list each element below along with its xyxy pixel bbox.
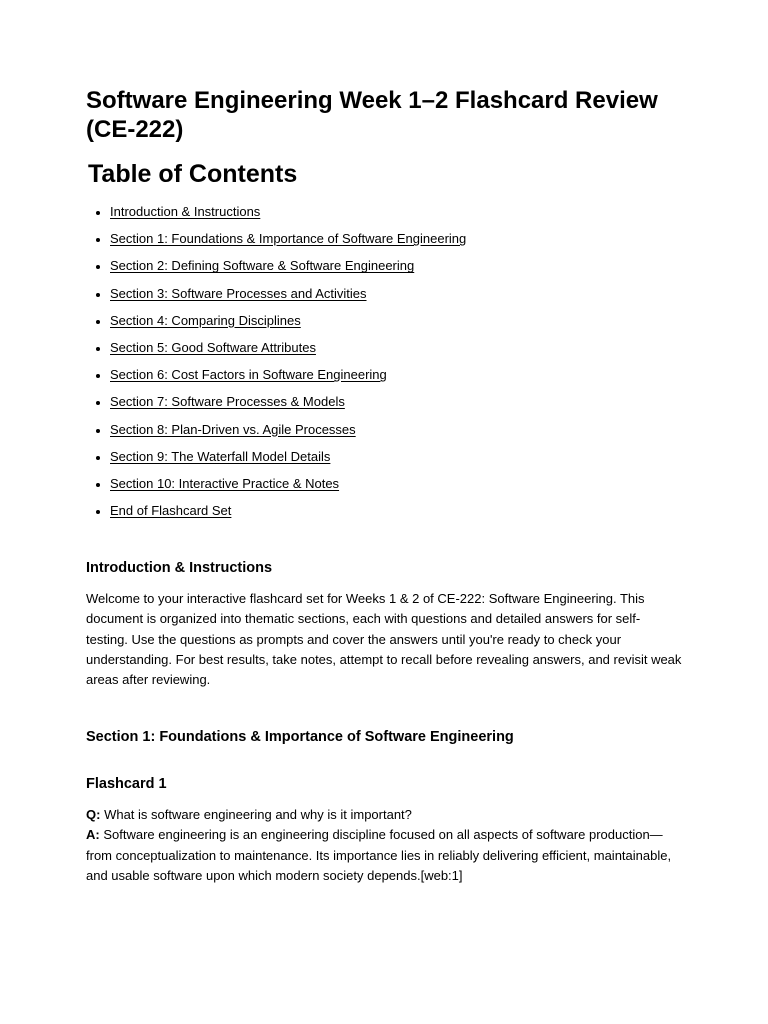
flashcard-question: What is software engineering and why is it important? <box>104 807 412 822</box>
flashcard-answer: Software engineering is an engineering discipline focused on all aspects of software production—from conceptualization to maintenance. Its importance lies in reliably delivering efficient, maintainable, and usable software upon which modern society depends.[web:1] <box>86 827 672 883</box>
toc-link-section-8[interactable]: Section 8: Plan-Driven vs. Agile Processes <box>110 421 356 437</box>
intro-heading: Introduction & Instructions <box>86 560 273 576</box>
toc-item <box>110 202 466 229</box>
toc-link-introduction[interactable]: Introduction & Instructions <box>110 204 261 219</box>
table-of-contents <box>110 202 466 528</box>
document-title: Software Engineering Week 1–2 Flashcard Review (CE-222) <box>86 87 658 143</box>
toc-link-section-4[interactable]: Section 4: Comparing Disciplines <box>110 312 301 328</box>
toc-item <box>110 338 466 365</box>
toc-link-section-6[interactable]: Section 6: Cost Factors in Software Engineering <box>110 367 387 383</box>
answer-label: A: <box>86 827 100 843</box>
toc-item <box>110 311 466 338</box>
toc-item <box>110 447 466 474</box>
toc-link-section-5[interactable]: Section 5: Good Software Attributes <box>110 339 316 355</box>
toc-item <box>110 284 466 311</box>
toc-item <box>110 256 466 283</box>
toc-link-section-9[interactable]: Section 9: The Waterfall Model Details <box>110 448 331 464</box>
toc-heading: Table of Contents <box>88 160 298 188</box>
toc-item <box>110 229 466 256</box>
toc-item <box>110 392 466 419</box>
toc-item <box>110 474 466 501</box>
flashcard-1-title: Flashcard 1 <box>86 776 167 792</box>
flashcard-1-body <box>86 805 682 886</box>
toc-link-section-2[interactable]: Section 2: Defining Software & Software Engineering <box>110 258 415 274</box>
toc-link-section-3[interactable]: Section 3: Software Processes and Activities <box>110 285 367 301</box>
toc-link-section-7[interactable]: Section 7: Software Processes & Models <box>110 394 345 410</box>
toc-item <box>110 365 466 392</box>
section-1-heading: Section 1: Foundations & Importance of Software Engineering <box>86 729 514 745</box>
toc-link-section-1[interactable]: Section 1: Foundations & Importance of Software Engineering <box>110 231 467 247</box>
question-label: Q: <box>86 807 101 822</box>
toc-item <box>110 420 466 447</box>
toc-link-section-10[interactable]: Section 10: Interactive Practice & Notes <box>110 475 340 491</box>
intro-paragraph: Welcome to your interactive flashcard set for Weeks 1 & 2 of CE-222: Software Engineering. This document is organized into thematic sections, each with questions and detailed answers for self-testing. Use the questions as prompts and cover the answers until you're ready to check your understanding. For best results, take notes, attempt to recall before revealing answers, and revisit weak areas after reviewing. <box>86 591 682 688</box>
toc-link-end[interactable]: End of Flashcard Set <box>110 503 232 519</box>
toc-item <box>110 501 466 528</box>
